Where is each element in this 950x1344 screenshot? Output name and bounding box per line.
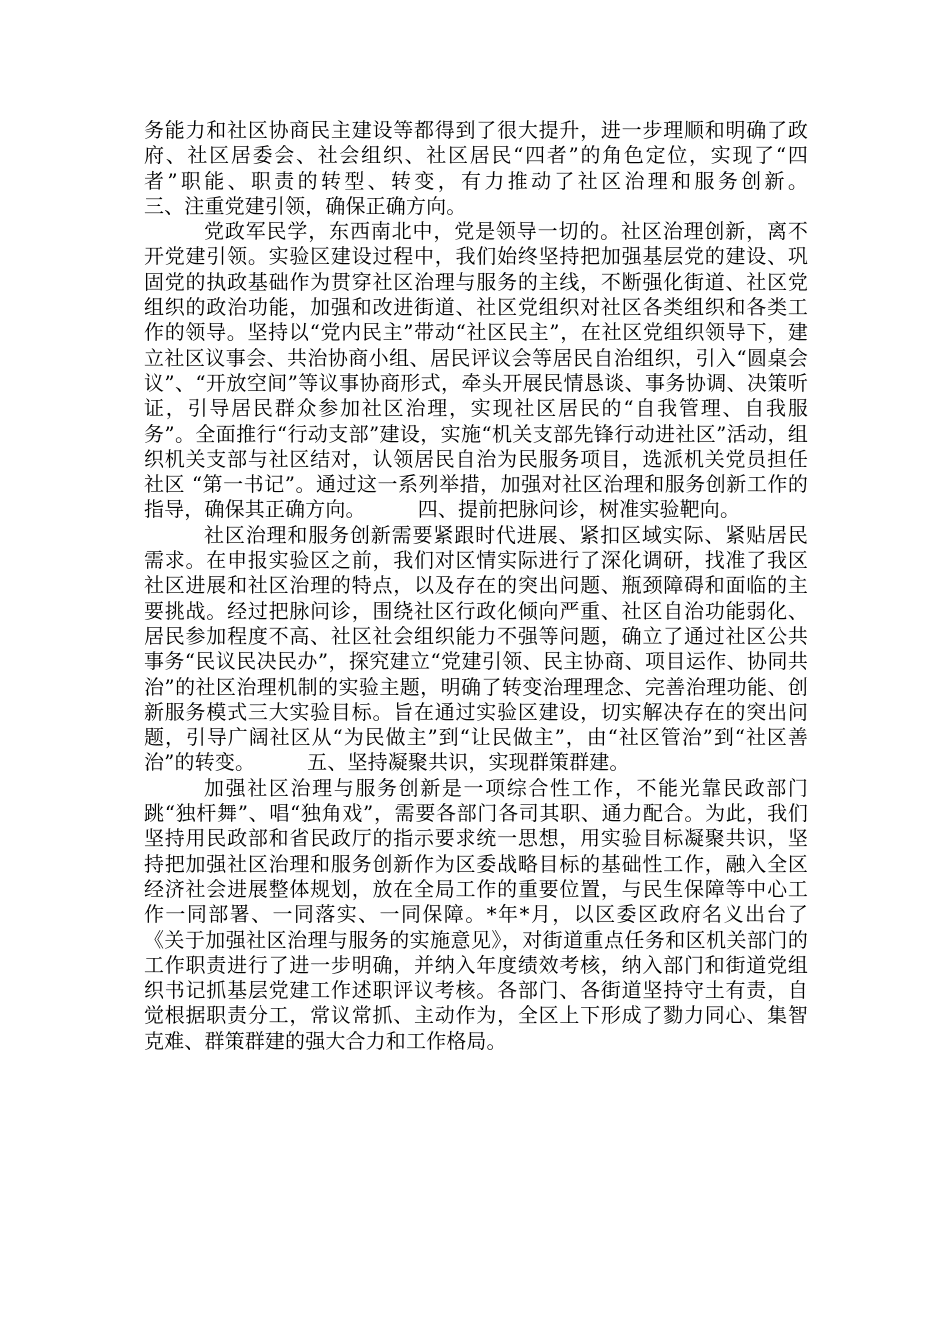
paragraph-4: 加强社区治理与服务创新是一项综合性工作，不能光靠民政部门跳“独杆舞”、唱“独角戏”，需要各部门各司其职、通力配合。为此，我们坚持用民政部和省民政厅的指示要求统一思想，用实验目标凝聚共识，坚持把加强社区治理和服务创新作为区委战略目标的基础性工作，融入全区经济社会进展整体规划，放在全局工作的重要位置，与民生保障等中心工作一同部署、一同落实、一同保障。*年*月，以区委区政府名义出台了《关于加强社区治理与服务的实施意见》，对街道重点任务和区机关部门的工作职责进行了进一步明确，并纳入年度绩效考核，纳入部门和街道党组织书记抓基层党建工作述职评议考核。各部门、各街道坚持守土有责，自觉根据职责分工，常议常抓、主动作为，全区上下形成了勠力同心、集智克难、群策群建的强大合力和工作格局。 xyxy=(144,775,808,1053)
paragraph-2: 党政军民学，东西南北中，党是领导一切的。社区治理创新，离不开党建引领。实验区建设过程中，我们始终坚持把加强基层党的建设、巩固党的执政基础作为贯穿社区治理与服务的主线，不断强化街道、社区党组织的政治功能，加强和改进街道、社区党组织对社区各类组织和各类工作的领导。坚持以“党内民主”带动“社区民主”，在社区党组织领导下，建立社区议事会、共治协商小组、居民评议会等居民自治组织，引入“圆桌会议”、“开放空间”等议事协商形式，牵头开展民情恳谈、事务协调、决策听证，引导居民群众参加社区治理，实现社区居民的“自我管理、自我服务”。全面推行“行动支部”建设，实施“机关支部先锋行动进社区”活动，组织机关支部与社区结对，认领居民自治为民服务项目，选派机关党员担任社区 “第一书记”。通过这一系列举措，加强对社区治理和服务创新工作的指导，确保其正确方向。 四、提前把脉问诊，树准实验靶向。 xyxy=(144,219,808,522)
paragraph-1: 务能力和社区协商民主建设等都得到了很大提升，进一步理顺和明确了政府、社区居委会、社会组织、社区居民“四者”的角色定位，实现了“四者”职能、职责的转型、转变，有力推动了社区治理和服务创新。 三、注重党建引领，确保正确方向。 xyxy=(144,118,861,218)
document-body xyxy=(144,118,861,1054)
paragraph-3: 社区治理和服务创新需要紧跟时代进展、紧扣区域实际、紧贴居民需求。在申报实验区之前，我们对区情实际进行了深化调研，找准了我区社区进展和社区治理的特点，以及存在的突出问题、瓶颈障碍和面临的主要挑战。经过把脉问诊，围绕社区行政化倾向严重、社区自治功能弱化、居民参加程度不高、社区社会组织能力不强等问题，确立了通过社区公共事务“民议民决民办”，探究建立“党建引领、民主协商、项目运作、协同共治”的社区治理机制的实验主题，明确了转变治理理念、完善治理功能、创新服务模式三大实验目标。旨在通过实验区建设，切实解决存在的突出问题，引导广阔社区从“为民做主”到“让民做主”，由“社区管治”到“社区善治”的转变。 五、坚持凝聚共识，实现群策群建。 xyxy=(144,522,808,775)
